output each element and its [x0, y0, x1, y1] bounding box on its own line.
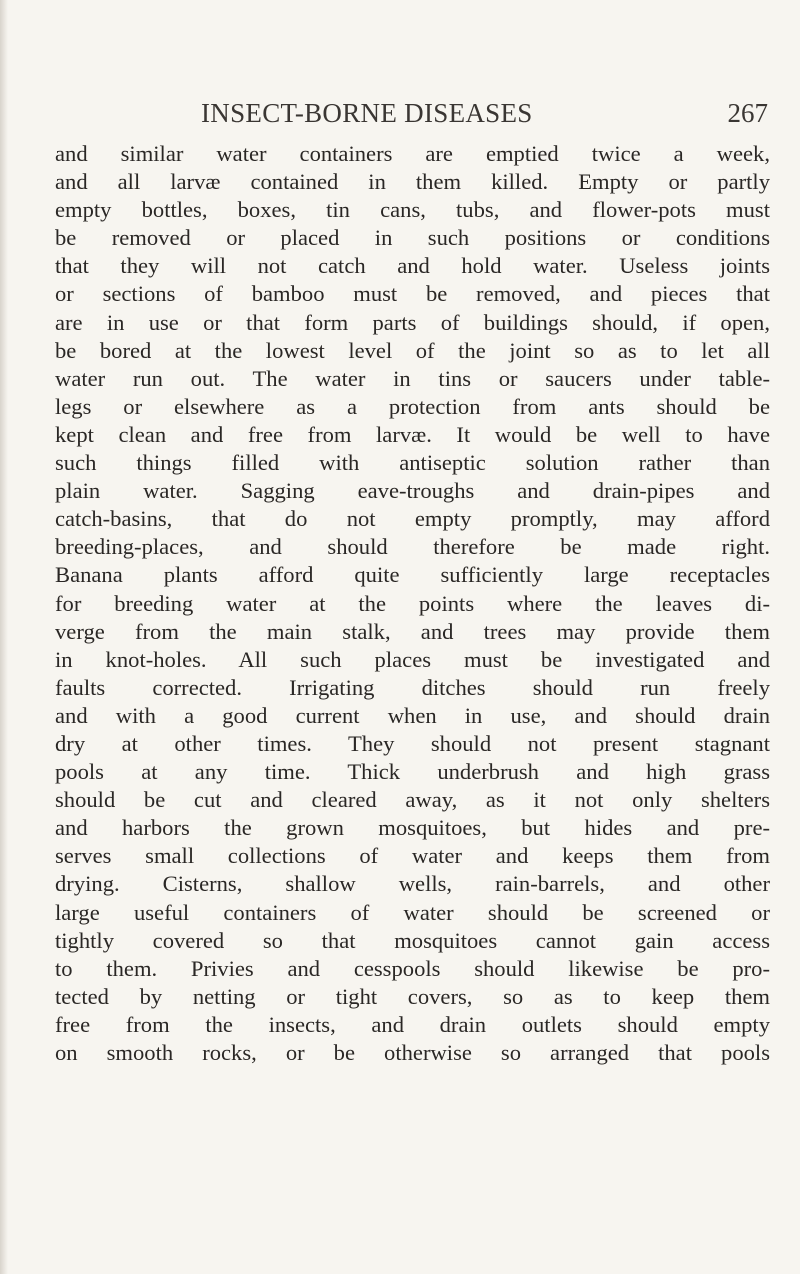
text-line: legs or elsewhere as a protection from ants should be — [55, 393, 770, 419]
text-line: should be cut and cleared away, as it not only shelters — [55, 787, 770, 813]
text-line: empty bottles, boxes, tin cans, tubs, and flower-pots must — [55, 197, 770, 223]
text-line: and similar water containers are emptied twice a week, — [55, 141, 770, 166]
text-line: and with a good current when in use, and should drain — [55, 702, 770, 728]
text-line: be removed or placed in such positions or conditions — [55, 225, 770, 251]
text-line: water run out. The water in tins or saucers under table- — [55, 365, 770, 391]
text-line: tected by netting or tight covers, so as to keep them — [55, 983, 770, 1009]
text-line: pools at any time. Thick underbrush and high grass — [55, 759, 770, 785]
text-line: faults corrected. Irrigating ditches should run freely — [55, 674, 770, 700]
text-line: are in use or that form parts of buildings should, if open, — [55, 309, 770, 335]
page-header — [55, 98, 770, 138]
text-line: large useful containers of water should be screened or — [55, 899, 770, 925]
text-line: serves small collections of water and keeps them from — [55, 843, 770, 869]
text-line: that they will not catch and hold water. Useless joints — [55, 253, 770, 279]
text-line: breeding-places, and should therefore be made right. — [55, 534, 770, 560]
text-line: free from the insects, and drain outlets should empty — [55, 1011, 770, 1037]
text-line: dry at other times. They should not present stagnant — [55, 730, 770, 756]
text-line: for breeding water at the points where the leaves di- — [55, 590, 770, 616]
text-line: kept clean and free from larvæ. It would be well to have — [55, 421, 770, 447]
text-line: verge from the main stalk, and trees may provide them — [55, 618, 770, 644]
text-line: such things filled with antiseptic solution rather than — [55, 450, 770, 476]
body-text — [55, 140, 770, 1067]
running-head: INSECT-BORNE DISEASES — [201, 98, 533, 128]
text-line: or sections of bamboo must be removed, and pieces that — [55, 281, 770, 307]
text-line: drying. Cisterns, shallow wells, rain-barrels, and other — [55, 871, 770, 897]
text-line: and harbors the grown mosquitoes, but hides and pre- — [55, 815, 770, 841]
text-line: and all larvæ contained in them killed. Empty or partly — [55, 169, 770, 195]
text-line: plain water. Sagging eave-troughs and drain-pipes and — [55, 478, 770, 504]
text-line: Banana plants afford quite sufficiently large receptacles — [55, 562, 770, 588]
text-line: catch-basins, that do not empty promptly, may afford — [55, 506, 770, 532]
page-number: 267 — [727, 98, 768, 128]
text-line: in knot-holes. All such places must be investigated and — [55, 646, 770, 672]
text-line: tightly covered so that mosquitoes cannot gain access — [55, 927, 770, 953]
page-edge-shadow — [0, 0, 8, 1274]
text-line: to them. Privies and cesspools should likewise be pro- — [55, 955, 770, 981]
text-line: be bored at the lowest level of the joint so as to let all — [55, 337, 770, 363]
text-line: on smooth rocks, or be otherwise so arranged that pools — [55, 1040, 770, 1065]
